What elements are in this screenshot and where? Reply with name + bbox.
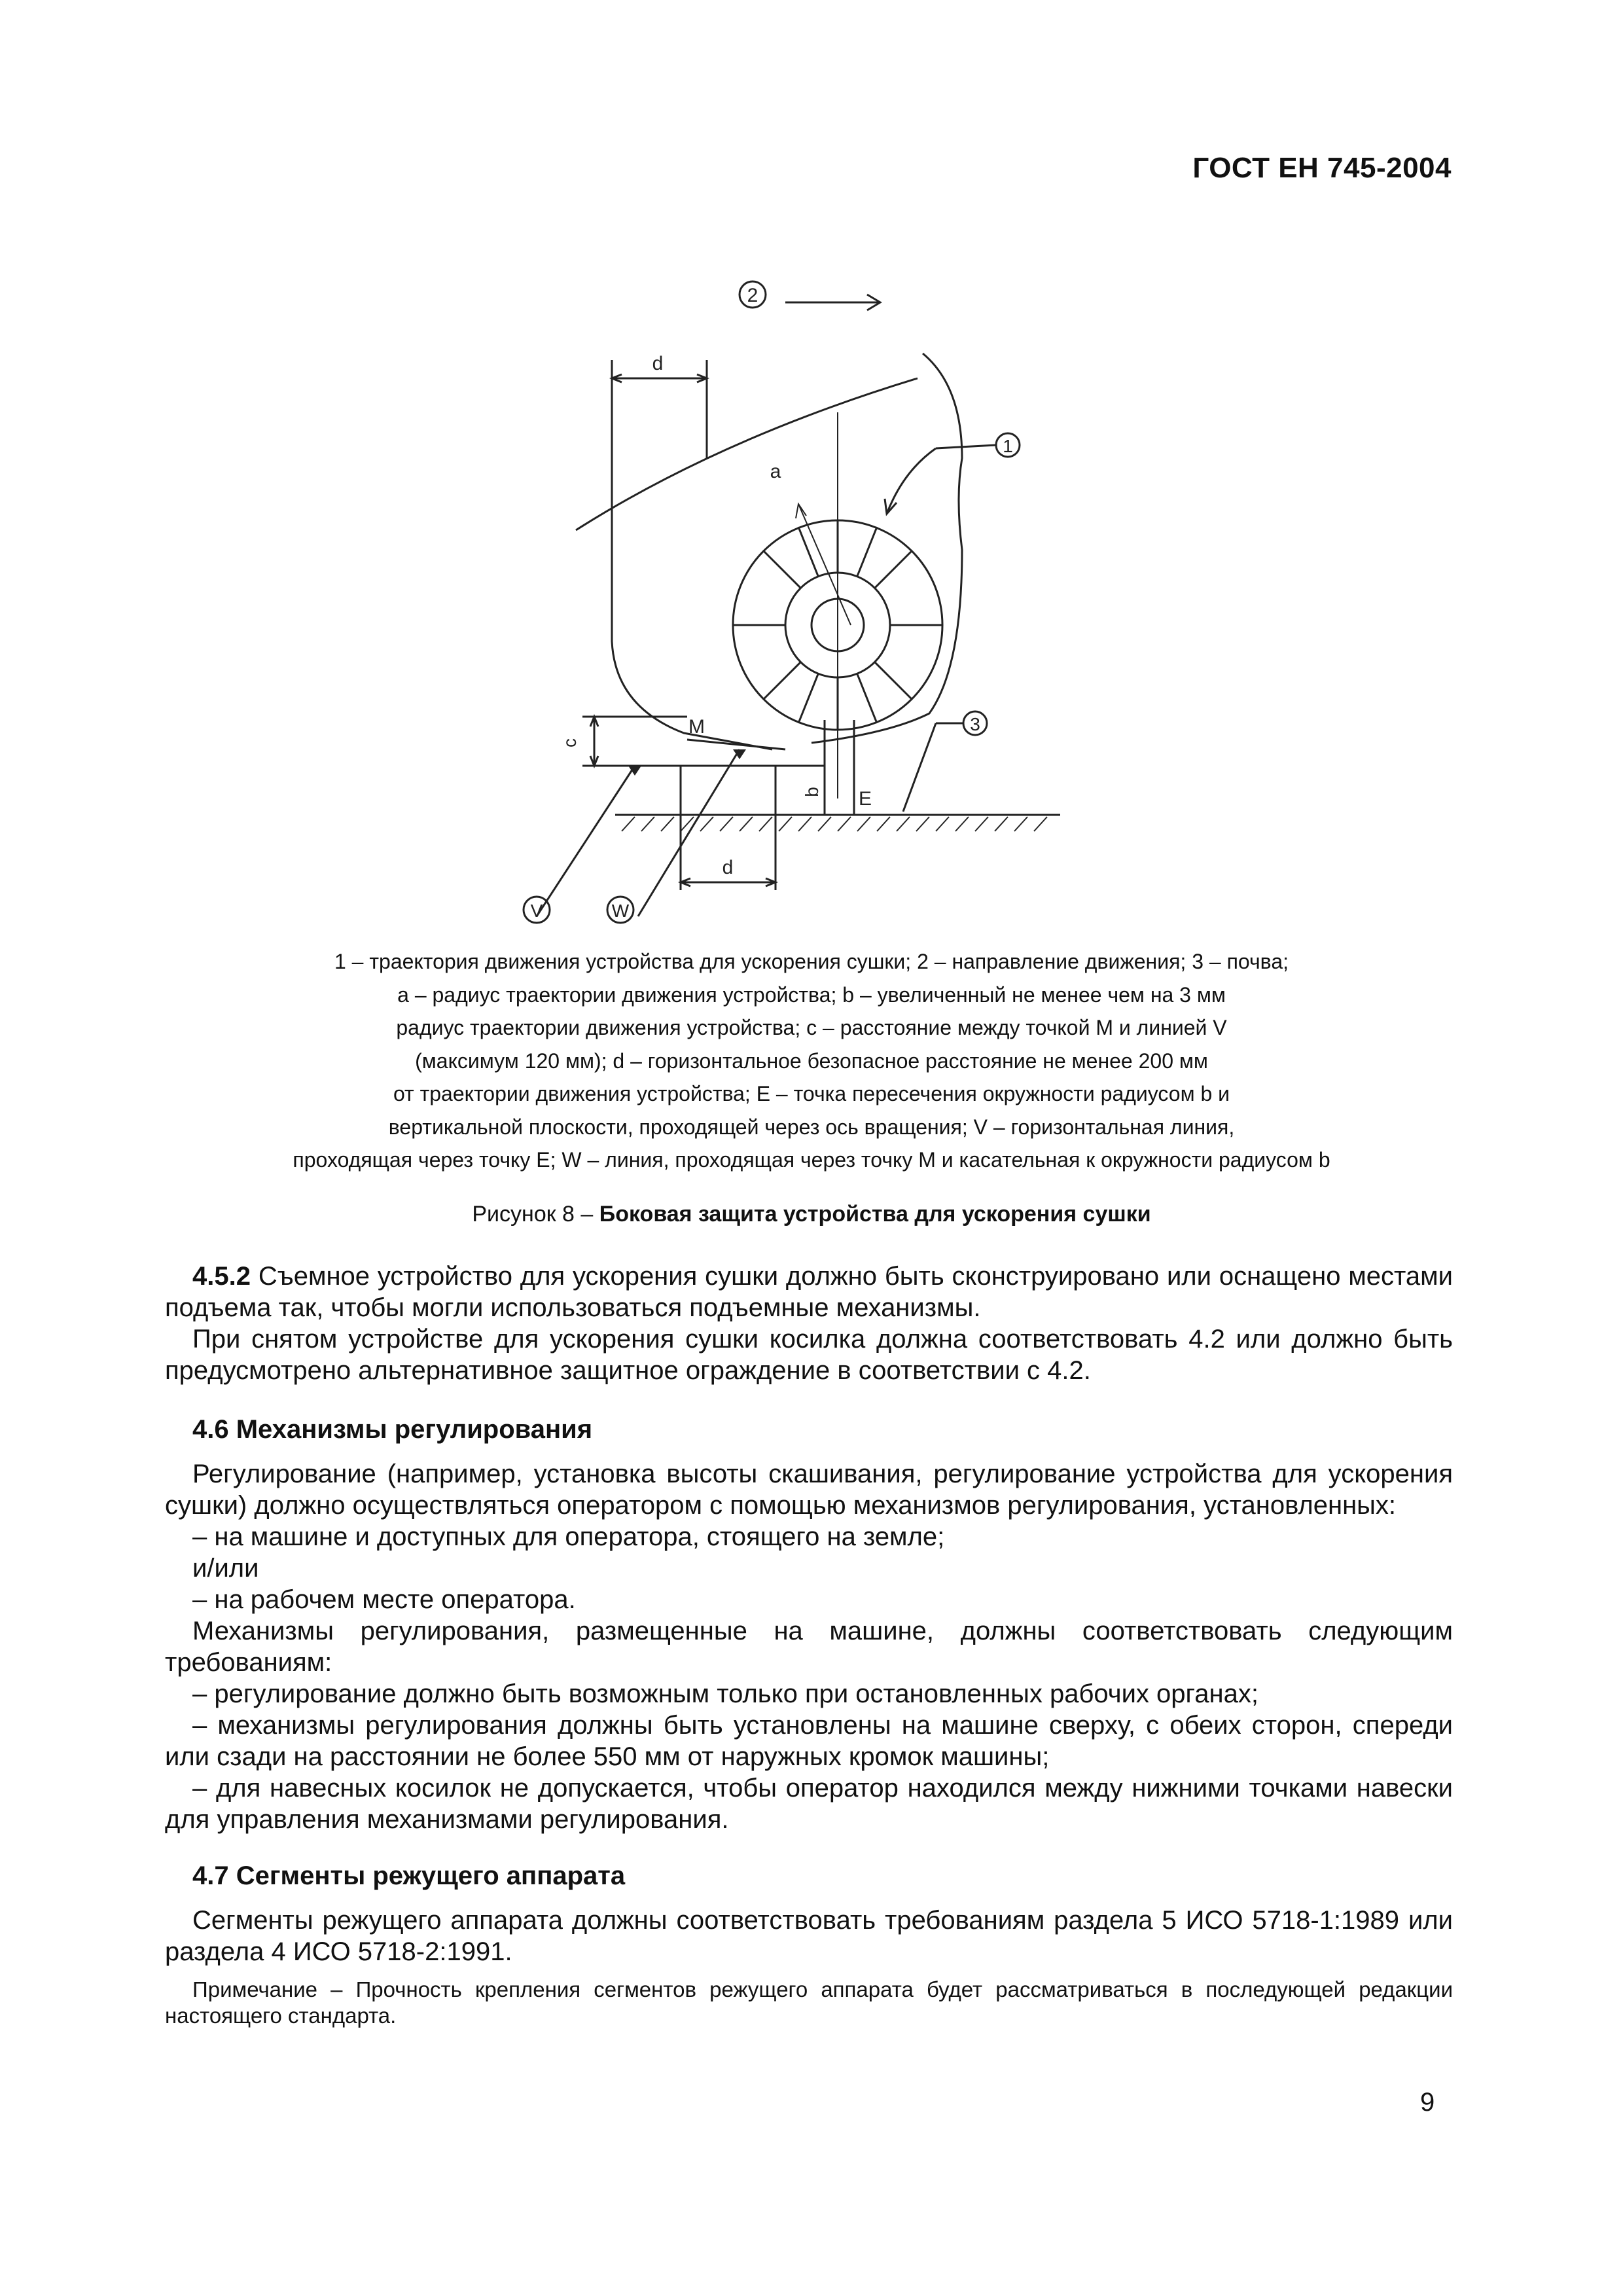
legend-line: проходящая через точку E; W – линия, проходящая через точку M и касательная к окружности радиусом b: [293, 1148, 1330, 1172]
list-item: – для навесных косилок не допускается, чтобы оператор находился между нижними точками навески для управления механизмами регулирования.: [165, 1774, 1453, 1834]
section-4-6: [165, 1414, 1453, 1835]
ground-soil: [615, 815, 1060, 831]
section-4-7: [165, 1860, 1453, 2029]
callout-W-label: W: [611, 901, 630, 921]
label-E: E: [859, 788, 872, 810]
callout-V-label: V: [530, 901, 543, 921]
section-heading: 4.7 Сегменты режущего аппарата: [192, 1861, 626, 1890]
direction-arrow: [740, 281, 880, 310]
paragraph-text: Съемное устройство для ускорения сушки должно быть сконструировано или оснащено местами подъема так, чтобы могли использоваться подъемные механизмы.: [165, 1262, 1453, 1322]
guard-outline: [576, 353, 962, 749]
label-c: c: [560, 738, 580, 747]
paragraph: При снятом устройстве для ускорения сушки косилка должна соответствовать 4.2 или должно быть предусмотрено альтернативное защитное ограждение в соответствии с 4.2.: [165, 1325, 1453, 1385]
label-b: b: [802, 787, 822, 797]
legend-line: вертикальной плоскости, проходящей через ось вращения; V – горизонтальная линия,: [388, 1115, 1235, 1139]
list-item: – на машине и доступных для оператора, стоящего на земле;: [192, 1522, 945, 1551]
list-item: – регулирование должно быть возможным только при остановленных рабочих органах;: [192, 1679, 1258, 1708]
callout-1: [885, 433, 1020, 514]
callout-2-label: 2: [747, 285, 758, 306]
paragraph: Механизмы регулирования, размещенные на машине, должны соответствовать следующим требованиям:: [165, 1617, 1453, 1677]
legend-line: от траектории движения устройства; E – точка пересечения окружности радиусом b и: [393, 1082, 1230, 1105]
callout-3-label: 3: [970, 714, 980, 734]
figure-8-drawing: [510, 262, 1099, 929]
callout-1-label: 1: [1003, 436, 1013, 456]
list-item: – на рабочем месте оператора.: [192, 1585, 576, 1614]
section-heading: 4.6 Механизмы регулирования: [192, 1415, 593, 1444]
paragraph: Регулирование (например, установка высоты скашивания, регулирование устройства для ускорения сушки) должно осуществляться оператором с помощью механизмов регулирования, установленных:: [165, 1460, 1453, 1520]
label-a: a: [770, 461, 781, 482]
label-d-bottom: d: [722, 857, 734, 878]
section-number: 4.5.2: [192, 1262, 251, 1291]
label-M: M: [688, 716, 705, 738]
section-4-5-2: [165, 1261, 1453, 1386]
legend-line: радиус траектории движения устройства; c – расстояние между точкой M и линией V: [396, 1016, 1227, 1039]
figure-caption: [131, 1202, 1492, 1227]
legend-line: (максимум 120 мм); d – горизонтальное безопасное расстояние не менее 200 мм: [415, 1049, 1208, 1073]
figure-legend: [131, 945, 1492, 1177]
page-number: 9: [1420, 2088, 1435, 2117]
paragraph: Сегменты режущего аппарата должны соответствовать требованиям раздела 5 ИСО 5718-1:1989 или раздела 4 ИСО 5718-2:1991.: [165, 1906, 1453, 1966]
legend-line: a – радиус траектории движения устройства; b – увеличенный не менее чем на 3 мм: [397, 982, 1226, 1007]
legend-line: 1 – траектория движения устройства для ускорения сушки; 2 – направление движения; 3 – почва;: [334, 950, 1289, 973]
document-header: ГОСТ ЕН 745-2004: [1192, 152, 1452, 184]
caption-prefix: Рисунок 8 –: [472, 1202, 594, 1227]
dimension-b-E: [825, 720, 854, 815]
caption-title: Боковая защита устройства для ускорения сушки: [599, 1202, 1151, 1227]
list-item: – механизмы регулирования должны быть установлены на машине сверху, с обеих сторон, спереди или сзади на расстоянии не более 550 мм от наружных кромок машины;: [165, 1711, 1453, 1771]
list-connector: и/или: [192, 1554, 259, 1583]
label-d-top: d: [652, 353, 664, 374]
paragraph: [165, 1261, 1453, 1323]
note: Примечание – Прочность крепления сегментов режущего аппарата будет рассматриваться в последующей редакции настоящего стандарта.: [165, 1977, 1453, 2028]
